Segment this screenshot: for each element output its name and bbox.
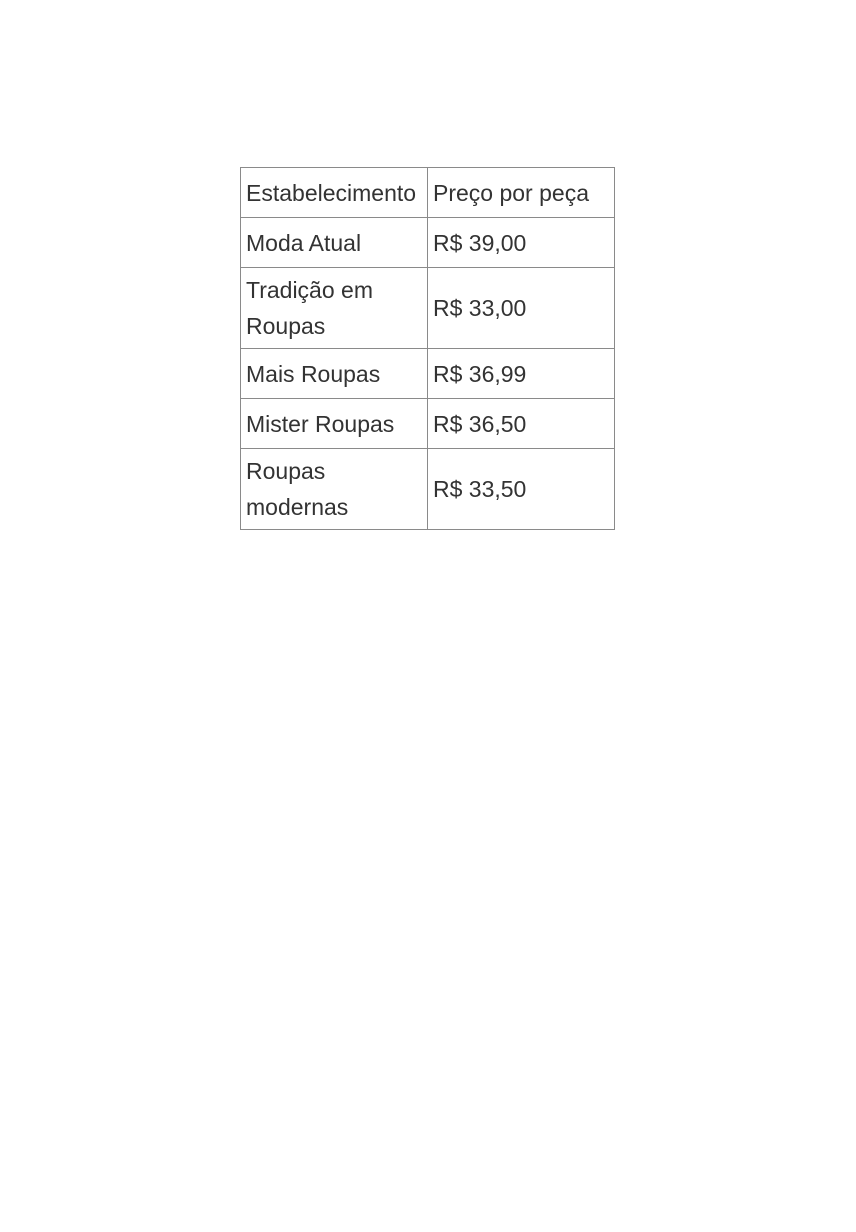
column-header-price: Preço por peça bbox=[428, 168, 615, 218]
table-header bbox=[241, 168, 615, 218]
column-header-establishment: Estabelecimento bbox=[241, 168, 428, 218]
establishment-cell: Roupas modernas bbox=[241, 449, 428, 530]
price-cell: R$ 36,50 bbox=[428, 399, 615, 449]
header-row bbox=[241, 168, 615, 218]
price-cell: R$ 39,00 bbox=[428, 218, 615, 268]
establishment-cell: Tradição em Roupas bbox=[241, 268, 428, 349]
price-cell: R$ 33,50 bbox=[428, 449, 615, 530]
table-row bbox=[241, 449, 615, 530]
table-row bbox=[241, 218, 615, 268]
price-cell: R$ 33,00 bbox=[428, 268, 615, 349]
establishment-cell: Moda Atual bbox=[241, 218, 428, 268]
price-cell: R$ 36,99 bbox=[428, 349, 615, 399]
table-body bbox=[241, 218, 615, 530]
table-row bbox=[241, 399, 615, 449]
price-table bbox=[240, 167, 615, 530]
establishment-cell: Mais Roupas bbox=[241, 349, 428, 399]
table-row bbox=[241, 268, 615, 349]
establishment-cell: Mister Roupas bbox=[241, 399, 428, 449]
table-row bbox=[241, 349, 615, 399]
